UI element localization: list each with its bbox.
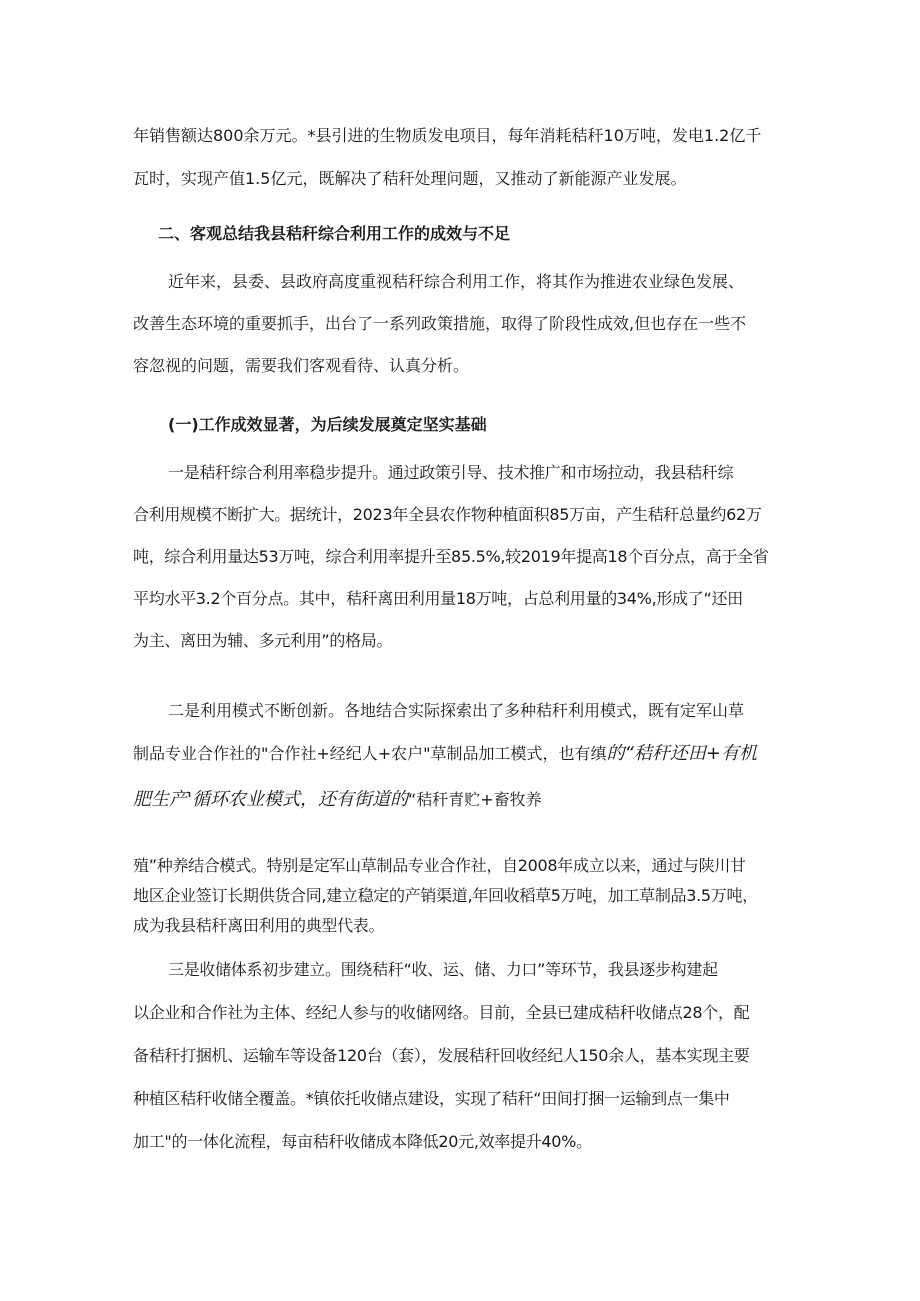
- text-line: [133, 790, 793, 810]
- text-line: 成为我县秸秆离田利用的典型代表。: [133, 916, 385, 935]
- text-line: 一是秸秆综合利用率稳步提升。通过政策引导、技术推广和市场拉动，我县秸秆综: [168, 463, 734, 482]
- italic-text-segment: 肥生产'循环农业模式，还有街道的: [133, 789, 408, 810]
- paragraph-biomass: [133, 126, 793, 189]
- paragraph-intro: [133, 272, 793, 376]
- text-line: 近年来，县委、县政府高度重视秸秆综合利用工作，将其作为推进农业绿色发展、: [168, 272, 745, 291]
- subsection-heading-1: (一)工作成效显著，为后续发展奠定坚实基础: [168, 415, 487, 434]
- text-line: 吨，综合利用量达53万吨，综合利用率提升至85.5%,较2019年提高18个百分点，高于全省: [133, 547, 769, 566]
- text-line: [133, 744, 793, 764]
- text-line: 改善生态环境的重要抓手，出台了一系列政策措施，取得了阶段性成效,但也存在一些不: [133, 314, 747, 333]
- text-line: 容忽视的问题，需要我们客观看待、认真分析。: [133, 356, 470, 375]
- paragraph-utilization-modes: [133, 701, 793, 810]
- text-line: 年销售额达800余万元。*县引进的生物质发电项目，每年消耗秸秆10万吨，发电1.2亿千: [133, 126, 762, 145]
- text-line: 种植区秸秆收储全覆盖。*镇依托收储点建设，实现了秸秆“田间打捆一运输到点一集中: [133, 1089, 730, 1108]
- text-line: 平均水平3.2个百分点。其中，秸秆离田利用量18万吨，占总利用量的34%,形成了“还田: [133, 589, 743, 608]
- text-segment: 制品专业合作社的"合作社+经纪人+农户"草制品加工模式，也有缜: [133, 744, 607, 763]
- text-line: 备秸秆打捆机、运输车等设备120台（套），发展秸秆回收经纪人150余人，基本实现主要: [133, 1046, 750, 1065]
- section-heading-2: 二、客观总结我县秸秆综合利用工作的成效与不足: [158, 224, 511, 243]
- text-line: 以企业和合作社为主体、经纪人参与的收储网络。目前，全县已建成秸秆收储点28个，配: [133, 1003, 750, 1022]
- paragraph-cooperative: [133, 856, 793, 936]
- italic-text-segment: 的“秸秆还田+有机: [606, 743, 757, 764]
- paragraph-storage-system: [133, 960, 793, 1152]
- text-line: 瓦时，实现产值1.5亿元，既解决了秸秆处理问题，又推动了新能源产业发展。: [133, 169, 687, 188]
- text-line: 二是利用模式不断创新。各地结合实际探索出了多种秸秆利用模式，既有定军山草: [168, 701, 745, 720]
- text-line: 合利用规模不断扩大。据统计，2023年全县农作物种植面积85万亩，产生秸秆总量约62万: [133, 505, 762, 524]
- paragraph-utilization-rate: [133, 463, 793, 651]
- text-line: 加工"的一体化流程，每亩秸秆收储成本降低20元,效率提升40%。: [133, 1132, 592, 1151]
- text-line: 三是收储体系初步建立。围绕秸秆“收、运、储、力口”等环节，我县逐步构建起: [168, 960, 718, 979]
- text-segment: “秸秆青贮+畜牧养: [407, 790, 542, 809]
- text-line: 地区企业签订长期供货合同,建立稳定的产销渠道,年回收稻草5万吨，加工草制品3.5万吨，: [133, 886, 758, 905]
- text-line: 殖”种养结合模式。特别是定军山草制品专业合作社，自2008年成立以来，通过与陕川甘: [133, 856, 746, 875]
- text-line: 为主、离田为辅、多元利用”的格局。: [133, 631, 393, 650]
